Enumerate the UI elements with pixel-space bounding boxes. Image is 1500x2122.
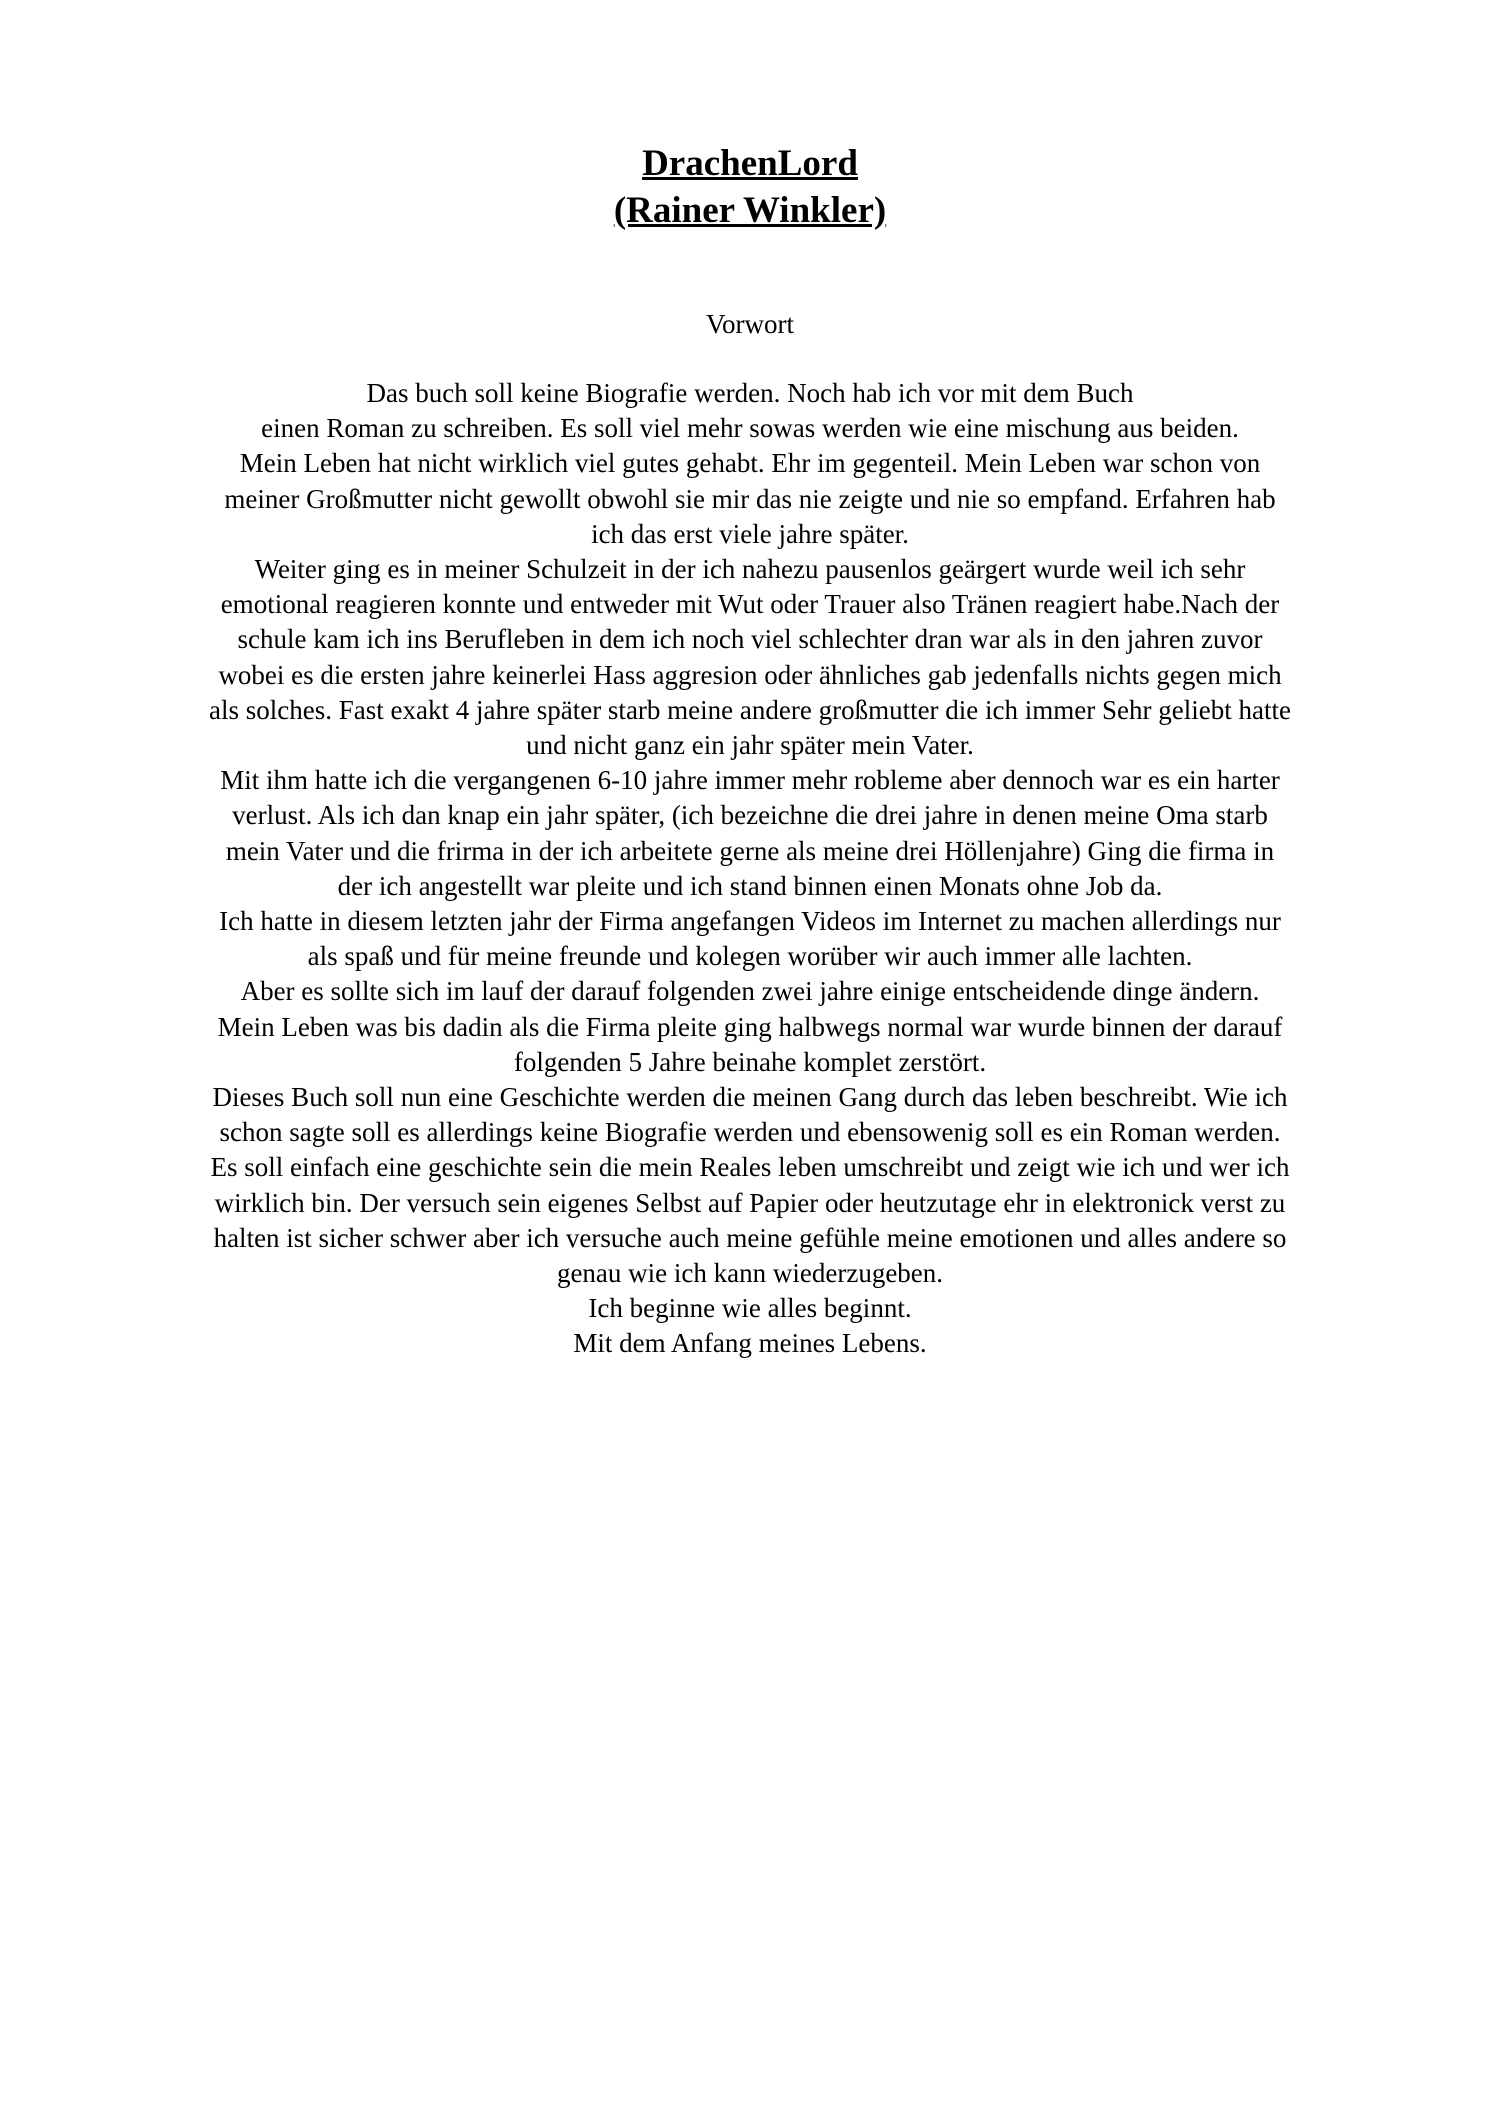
body-line: emotional reagieren konnte und entweder mit Wut oder Trauer also Tränen reagiert habe.Nach der [220,589,1280,620]
body-line: folgenden 5 Jahre beinahe komplet zerstört. [513,1046,987,1077]
title-line-name: DrachenLord [642,143,858,184]
body-line: Ich beginne wie alles beginnt. [588,1293,912,1324]
body-line: Ich hatte in diesem letzten jahr der Firma angefangen Videos im Internet zu machen allerdings nur [219,906,1281,937]
body-line: als solches. Fast exakt 4 jahre später starb meine andere großmutter die ich immer Sehr geliebt hatte [209,694,1291,725]
document-title [0,140,1500,234]
body-line: Mit dem Anfang meines Lebens. [573,1328,927,1359]
body-line: wirklich bin. Der versuch sein eigenes Selbst auf Papier oder heutzutage ehr in elektronick verst zu [214,1187,1286,1218]
body-line: ich das erst viele jahre später. [591,518,909,549]
body-line: meiner Großmutter nicht gewollt obwohl sie mir das nie zeigte und nie so empfand. Erfahren hab [224,483,1276,514]
body-line: schule kam ich ins Berufleben in dem ich noch viel schlechter dran war als in den jahren zuvor [237,624,1263,655]
body-line: und nicht ganz ein jahr später mein Vater. [526,730,974,761]
body-line: Mein Leben hat nicht wirklich viel gutes gehabt. Ehr im gegenteil. Mein Leben war schon von [239,448,1261,479]
body-line: der ich angestellt war pleite und ich stand binnen einen Monats ohne Job da. [337,870,1163,901]
body-line: Mit ihm hatte ich die vergangenen 6-10 jahre immer mehr robleme aber dennoch war es ein harter [220,765,1280,796]
body-line: halten ist sicher schwer aber ich versuche auch meine gefühle meine emotionen und alles andere so [213,1222,1287,1253]
body-line: mein Vater und die frirma in der ich arbeitete gerne als meine drei Höllenjahre) Ging die firma in [225,835,1275,866]
body-line: Es soll einfach eine geschichte sein die mein Reales leben umschreibt und zeigt wie ich und wer ich [210,1152,1290,1183]
body-line: schon sagte soll es allerdings keine Biografie werden und ebensowenig soll es ein Roman werden. [219,1117,1281,1148]
body-line: Das buch soll keine Biografie werden. Noch hab ich vor mit dem Buch [366,378,1134,408]
body-line: verlust. Als ich dan knap ein jahr später, (ich bezeichne die drei jahre in denen meine Oma starb [232,800,1268,831]
body-text [120,376,1380,1362]
body-line: Mein Leben was bis dadin als die Firma pleite ging halbwegs normal war wurde binnen der darauf [217,1011,1283,1042]
section-heading: Vorwort [705,309,794,339]
body-line: genau wie ich kann wiederzugeben. [556,1258,944,1289]
body-line: Weiter ging es in meiner Schulzeit in der ich nahezu pausenlos geärgert wurde weil ich sehr [254,554,1246,585]
title-line-realname: (Rainer Winkler) [613,190,887,231]
body-line: Dieses Buch soll nun eine Geschichte werden die meinen Gang durch das leben beschreibt. Wie ich [212,1082,1288,1113]
body-line: Aber es sollte sich im lauf der darauf folgenden zwei jahre einige entscheidende dinge ändern. [240,976,1260,1007]
body-line: als spaß und für meine freunde und kolegen worüber wir auch immer alle lachten. [307,941,1193,972]
body-line: wobei es die ersten jahre keinerlei Hass aggresion oder ähnliches gab jedenfalls nichts gegen mich [218,659,1282,690]
body-line: einen Roman zu schreiben. Es soll viel mehr sowas werden wie eine mischung aus beiden. [261,413,1239,444]
